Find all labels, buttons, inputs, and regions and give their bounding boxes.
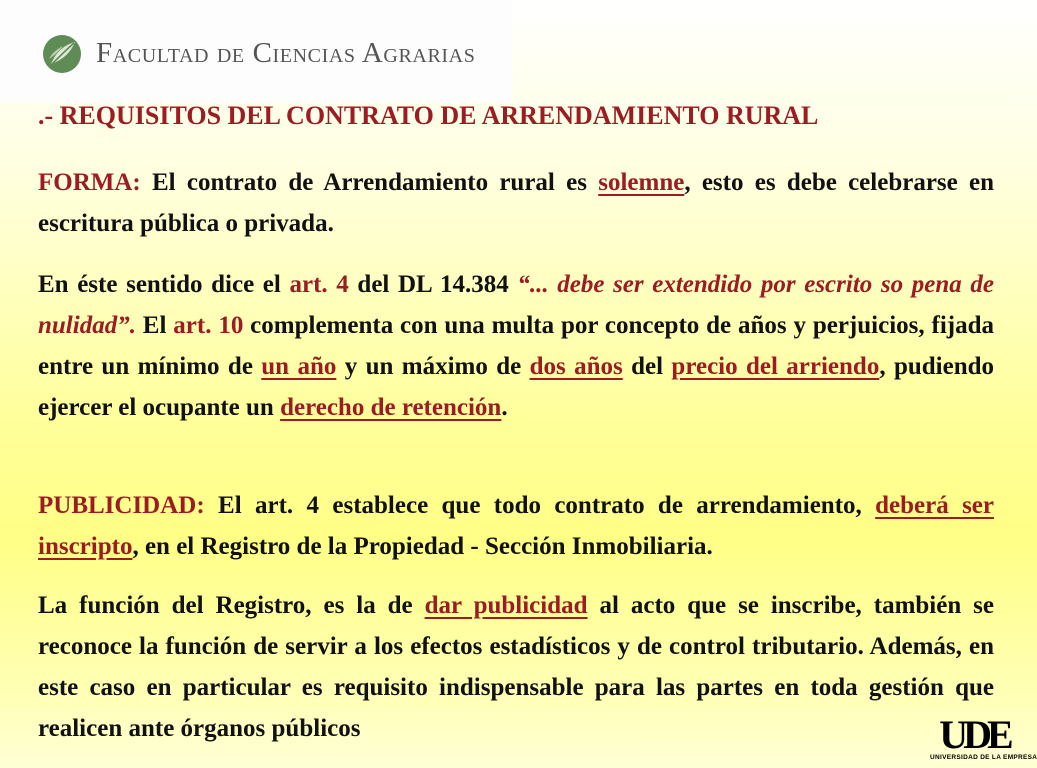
header-banner bbox=[0, 0, 512, 102]
art-10-ref: art. 10 bbox=[173, 312, 244, 339]
dl-quote: “... debe ser extendido por escrito so pena de nulidad”. bbox=[38, 271, 994, 339]
forma-text-1: El contrato de Arrendamiento rural es bbox=[140, 169, 599, 196]
sentido-paragraph bbox=[38, 264, 994, 428]
forma-text-2: , esto es debe celebrarse en escritura pública o privada. bbox=[38, 169, 994, 237]
precio-del-arriendo: precio del arriendo bbox=[671, 353, 880, 380]
publicidad-paragraph bbox=[38, 485, 994, 567]
forma-label: FORMA: bbox=[38, 169, 141, 196]
derecho-de-retencion: derecho de retención bbox=[280, 394, 502, 421]
un-ano: un año bbox=[261, 353, 337, 380]
publicidad-text-2: , en el Registro de la Propiedad - Sección Inmobiliaria. bbox=[132, 533, 713, 560]
sentido-text-6: del bbox=[622, 353, 672, 380]
ude-logo-subtitle: UNIVERSIDAD DE LA EMPRESA bbox=[930, 754, 1037, 761]
sentido-text-7: , pudiendo ejercer el ocupante un bbox=[38, 353, 995, 421]
slide-title: .- REQUISITOS DEL CONTRATO DE ARRENDAMIENTO RURAL bbox=[38, 101, 819, 130]
dos-anos: dos años bbox=[529, 353, 623, 380]
sentido-text-1: En éste sentido dice el bbox=[38, 271, 290, 298]
leaf-logo-icon bbox=[42, 34, 82, 74]
art-4-ref: art. 4 bbox=[289, 271, 349, 298]
forma-solemne: solemne bbox=[598, 169, 685, 196]
debera-ser-inscripto: deberá ser inscripto bbox=[38, 492, 994, 560]
faculty-name: Facultad de Ciencias Agrarias bbox=[96, 37, 476, 69]
dar-publicidad: dar publicidad bbox=[424, 592, 588, 619]
funcion-text-1: La función del Registro, es la de bbox=[38, 592, 425, 619]
funcion-text-2: al acto que se inscribe, también se reconoce la función de servir a los efectos estadísticos y de control tributario. Además, en este caso en particular es requisito indispensable para las partes en toda gestión que realicen ante órganos públicos bbox=[38, 592, 995, 742]
funcion-paragraph bbox=[38, 585, 994, 749]
sentido-text-8: . bbox=[501, 394, 508, 421]
sentido-text-4: complementa con una multa por concepto de años y perjuicios, fijada entre un mínimo de bbox=[38, 312, 994, 380]
forma-paragraph bbox=[38, 162, 994, 244]
sentido-text-2: del DL 14.384 bbox=[348, 271, 518, 298]
ude-logo bbox=[930, 712, 1037, 761]
publicidad-text-1: El art. 4 establece que todo contrato de arrendamiento, bbox=[204, 492, 876, 519]
sentido-text-3: El bbox=[135, 312, 174, 339]
sentido-text-5: y un máximo de bbox=[336, 353, 530, 380]
publicidad-label: PUBLICIDAD: bbox=[38, 492, 205, 519]
ude-logo-mark: UDE bbox=[939, 712, 1009, 757]
